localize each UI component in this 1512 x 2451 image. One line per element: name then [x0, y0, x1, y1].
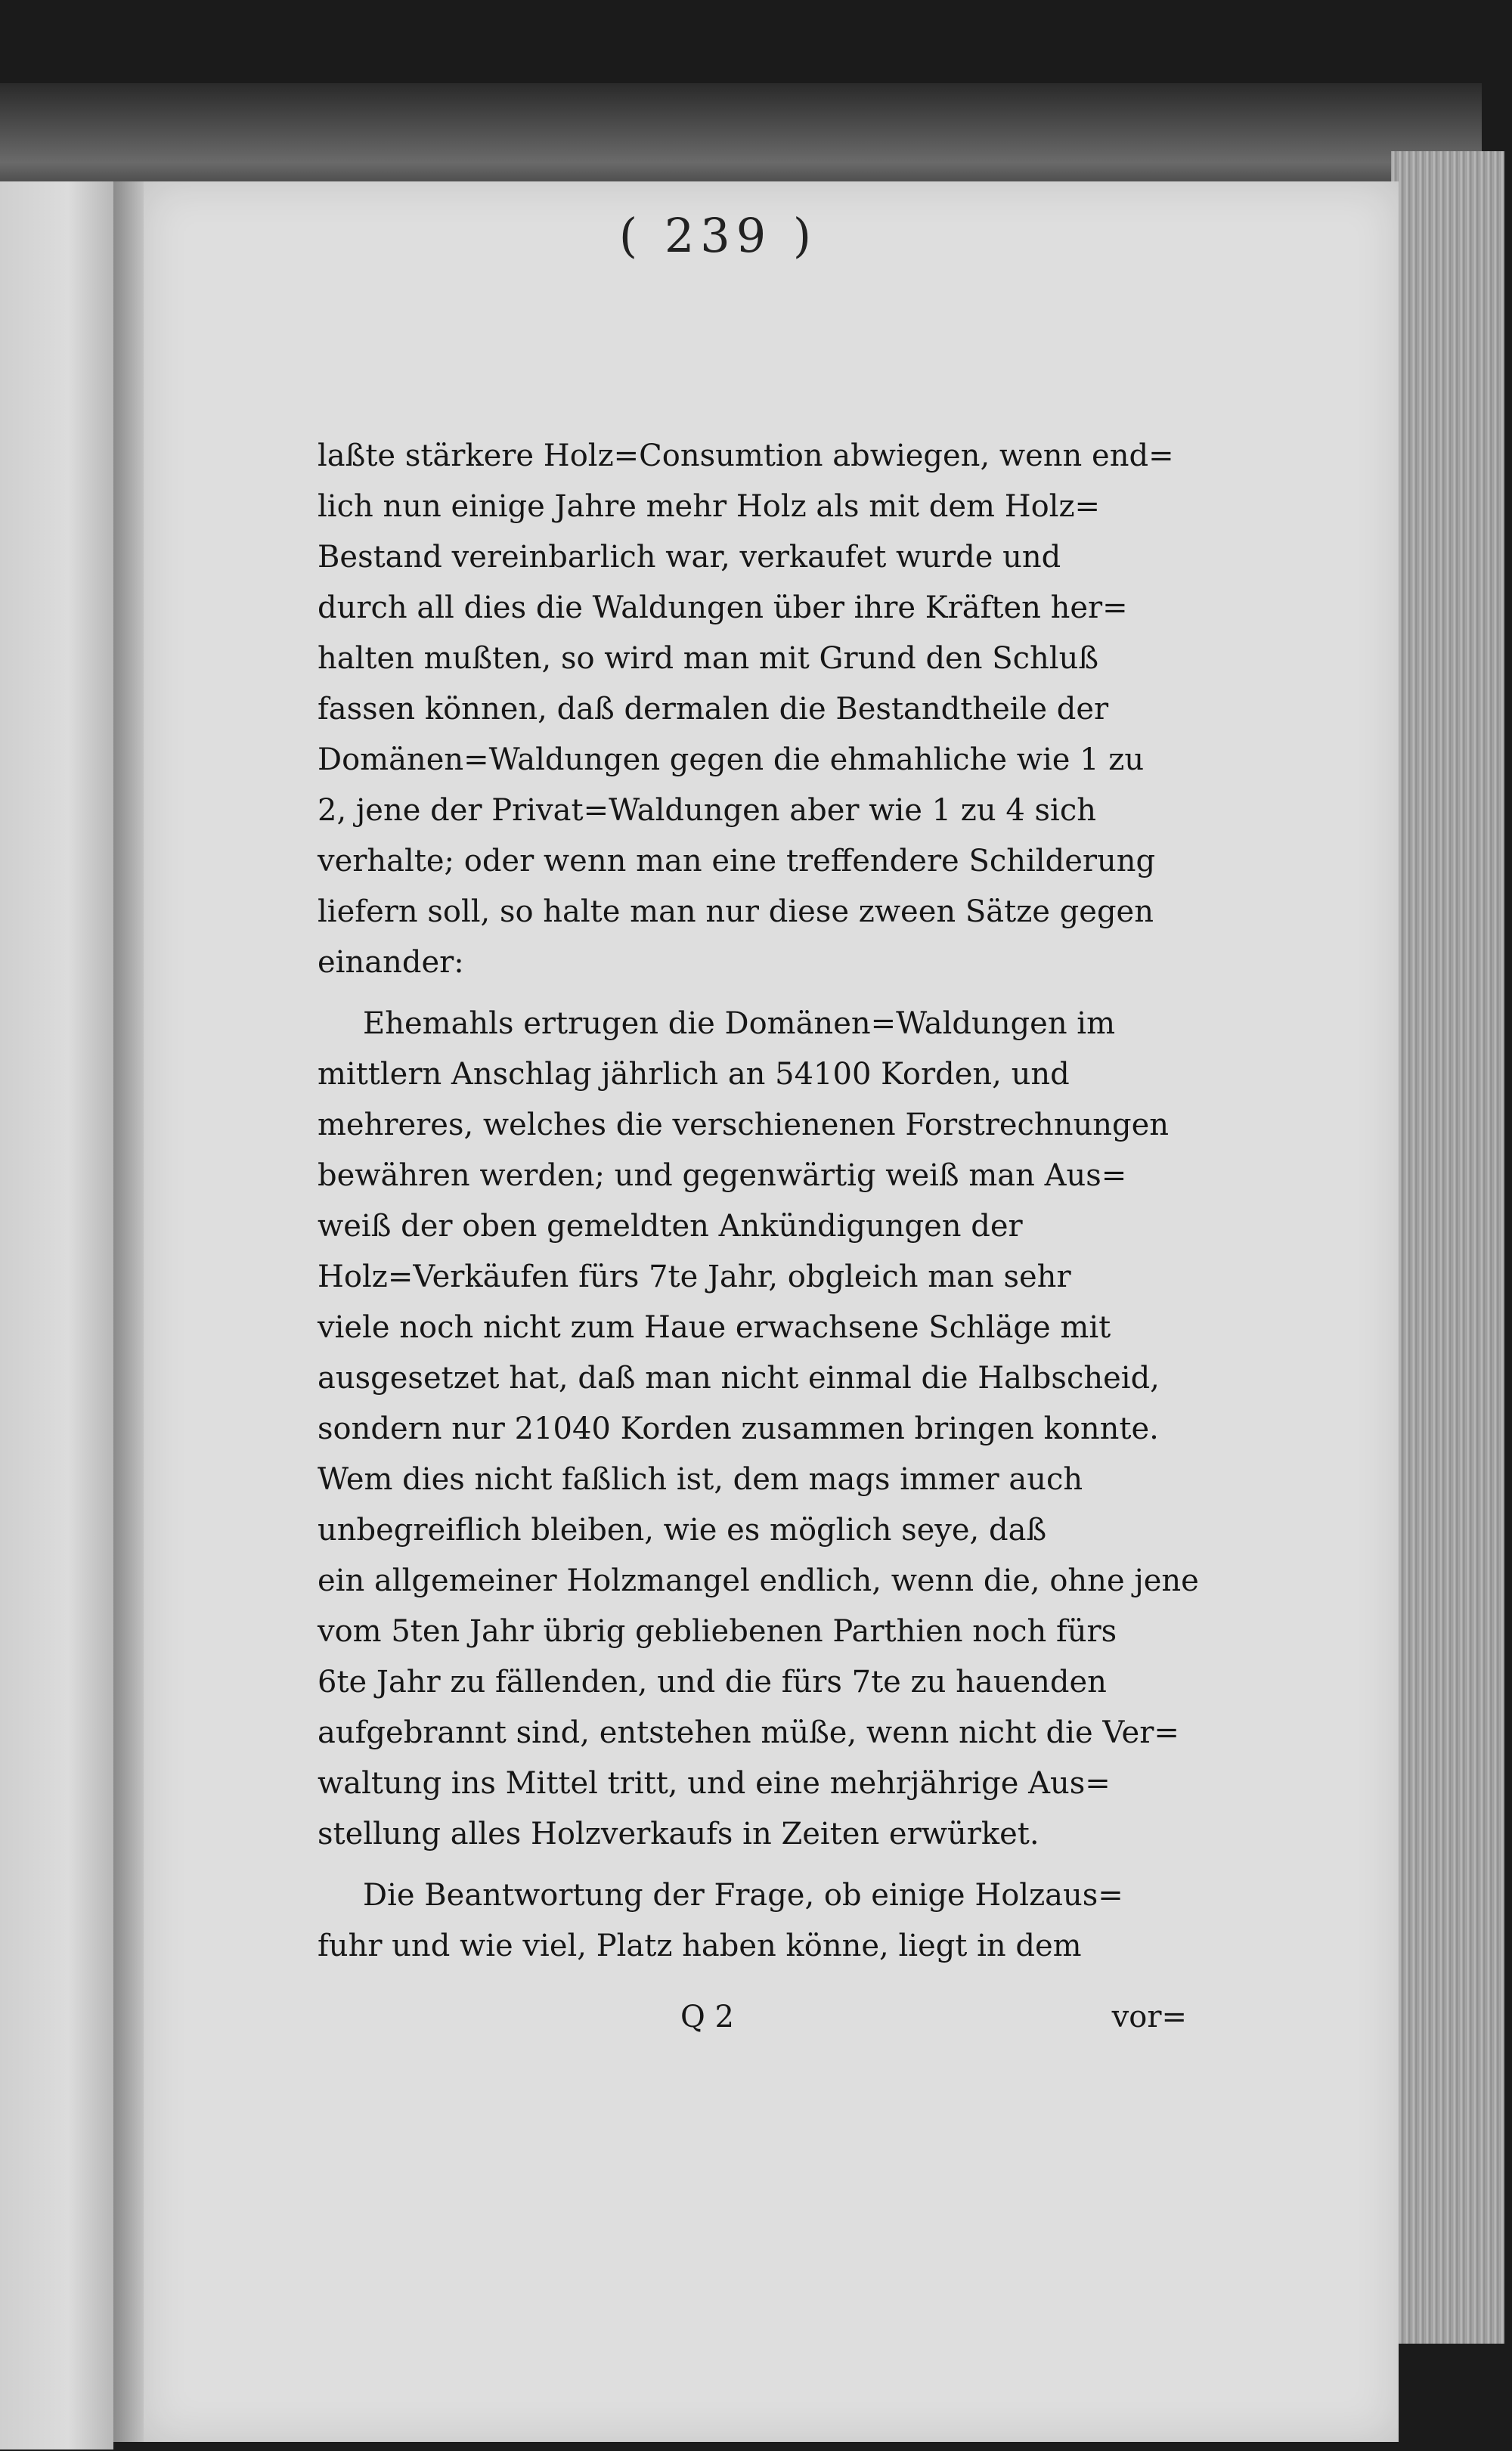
page-footer — [318, 2000, 1187, 2045]
text-line: liefern soll, so halte man nur diese zween Sätze gegen — [318, 894, 1154, 929]
text-line: Holz=Verkäufen fürs 7te Jahr, obgleich man sehr — [318, 1260, 1071, 1294]
text-line: halten mußten, so wird man mit Grund den Schluß — [318, 641, 1099, 676]
book-top-edge — [0, 83, 1482, 197]
text-line: einander: — [318, 945, 464, 980]
text-line: laßte stärkere Holz=Consumtion abwiegen, wenn end= — [318, 438, 1174, 473]
text-line: vom 5ten Jahr übrig gebliebenen Parthien noch fürs — [318, 1614, 1117, 1649]
text-line: bewähren werden; und gegenwärtig weiß man Aus= — [318, 1158, 1127, 1193]
text-line: mehreres, welches die verschienenen Forstrechnungen — [318, 1108, 1170, 1142]
catchword: vor= — [1111, 2000, 1187, 2034]
left-page-edge — [0, 181, 113, 2449]
text-line: weiß der oben gemeldten Ankündigungen der — [318, 1209, 1023, 1244]
text-line: aufgebrannt sind, entstehen müße, wenn nicht die Ver= — [318, 1715, 1179, 1750]
page-stack-edge — [1391, 151, 1504, 2344]
text-line: Domänen=Waldungen gegen die ehmahliche wie 1 zu — [318, 742, 1145, 777]
text-line: durch all dies die Waldungen über ihre Kräften her= — [318, 590, 1128, 625]
text-line: fassen können, daß dermalen die Bestandtheile der — [318, 692, 1109, 727]
signature-mark: Q 2 — [680, 2000, 734, 2034]
body-text — [318, 431, 1199, 1972]
text-line: lich nun einige Jahre mehr Holz als mit dem Holz= — [318, 489, 1101, 524]
text-line: sondern nur 21040 Korden zusammen bringen konnte. — [318, 1411, 1159, 1446]
text-line: Bestand vereinbarlich war, verkaufet wurde und — [318, 540, 1061, 575]
text-line: unbegreiflich bleiben, wie es möglich seye, daß — [318, 1513, 1047, 1548]
text-line: Wem dies nicht faßlich ist, dem mags immer auch — [318, 1462, 1083, 1497]
paragraph-start: Die Beantwortung der Frage, ob einige Holzaus= — [363, 1878, 1123, 1913]
book-gutter — [113, 181, 147, 2442]
text-line: ein allgemeiner Holzmangel endlich, wenn die, ohne jene — [318, 1563, 1199, 1598]
text-line: viele noch nicht zum Haue erwachsene Schläge mit — [318, 1310, 1111, 1345]
paragraph-start: Ehemahls ertrugen die Domänen=Waldungen im — [363, 1006, 1116, 1041]
text-line: stellung alles Holzverkaufs in Zeiten erwürket. — [318, 1817, 1040, 1851]
page-number: ( 239 ) — [618, 208, 818, 263]
text-line: waltung ins Mittel tritt, und eine mehrjährige Aus= — [318, 1766, 1111, 1801]
text-line: fuhr und wie viel, Platz haben könne, liegt in dem — [318, 1929, 1082, 1963]
text-line: mittlern Anschlag jährlich an 54100 Korden, und — [318, 1057, 1070, 1092]
text-line: verhalte; oder wenn man eine treffendere Schilderung — [318, 844, 1156, 878]
text-line: 6te Jahr zu fällenden, und die fürs 7te zu hauenden — [318, 1665, 1107, 1700]
text-line: 2, jene der Privat=Waldungen aber wie 1 zu 4 sich — [318, 793, 1096, 828]
text-line: ausgesetzet hat, daß man nicht einmal die Halbscheid, — [318, 1361, 1160, 1396]
